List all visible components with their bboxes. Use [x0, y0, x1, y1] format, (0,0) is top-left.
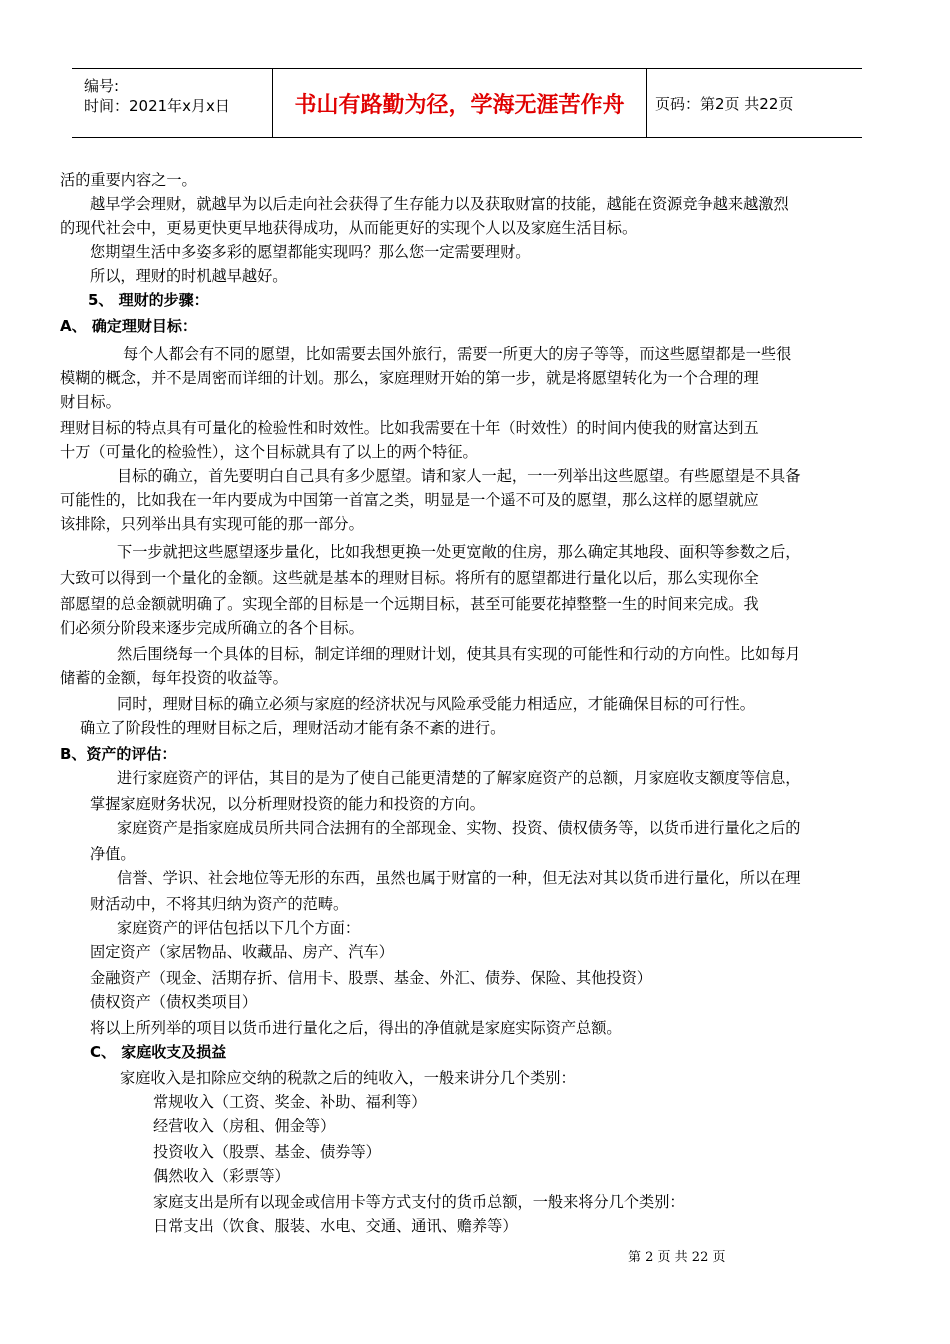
text-line: 确立了阶段性的理财目标之后，理财活动才能有条不紊的进行。 — [80, 719, 506, 737]
document-number-label: 编号: — [84, 77, 120, 95]
text-line: 该排除，只列举出具有实现可能的那一部分。 — [60, 515, 364, 533]
text-line: 模糊的概念，并不是周密而详细的计划。那么，家庭理财开始的第一步，就是将愿望转化为一个合理的理 — [60, 369, 759, 387]
text-line: 财目标。 — [60, 393, 121, 411]
text-line: 同时，理财目标的确立必须与家庭的经济状况与风险承受能力相适应，才能确保目标的可行性。 — [117, 695, 755, 713]
text-line: 理财目标的特点具有可量化的检验性和时效性。比如我需要在十年（时效性）的时间内使我的财富达到五 — [60, 419, 759, 437]
list-item: 投资收入（股票、基金、债券等） — [153, 1143, 381, 1161]
text-line: 家庭收入是扣除应交纳的税款之后的纯收入，一般来讲分几个类别： — [120, 1069, 576, 1087]
text-line: 大致可以得到一个量化的金额。这些就是基本的理财目标。将所有的愿望都进行量化以后，那么实现你全 — [60, 569, 759, 587]
text-line: 家庭支出是所有以现金或信用卡等方式支付的货币总额，一般来将分几个类别： — [153, 1193, 685, 1211]
text-line: 净值。 — [90, 845, 136, 863]
text-line: 然后围绕每一个具体的目标，制定详细的理财计划，使其具有实现的可能性和行动的方向性。比如每月 — [117, 645, 801, 663]
text-line: 们必须分阶段来逐步完成所确立的各个目标。 — [60, 619, 364, 637]
page-footer: 第 2 页 共 22 页 — [628, 1250, 726, 1265]
text-line: 活的重要内容之一。 — [60, 171, 197, 189]
text-line: 债权资产（债权类项目） — [90, 993, 258, 1011]
text-line: 目标的确立，首先要明白自己具有多少愿望。请和家人一起，一一列举出这些愿望。有些愿望是不具备 — [117, 467, 801, 485]
list-item: 偶然收入（彩票等） — [153, 1167, 290, 1185]
text-line: 家庭资产是指家庭成员所共同合法拥有的全部现金、实物、投资、债权债务等，以货币进行量化之后的 — [117, 819, 801, 837]
text-line: 十万（可量化的检验性），这个目标就具有了以上的两个特征。 — [60, 443, 478, 461]
text-line: 固定资产（家居物品、收藏品、房产、汽车） — [90, 943, 394, 961]
document-time-label: 时间：2021年x月x日 — [84, 97, 230, 115]
header-meta-cell — [72, 69, 273, 137]
text-line: 越早学会理财，就越早为以后走向社会获得了生存能力以及获取财富的技能，越能在资源竞争越来越激烈 — [90, 195, 789, 213]
text-line: 您期望生活中多姿多彩的愿望都能实现吗？那么您一定需要理财。 — [90, 243, 531, 261]
text-line: 部愿望的总金额就明确了。实现全部的目标是一个远期目标，甚至可能要花掉整整一生的时间来完成。我 — [60, 595, 759, 613]
text-line: 下一步就把这些愿望逐步量化，比如我想更换一处更宽敞的住房，那么确定其地段、面积等参数之后， — [117, 543, 801, 561]
list-item: 经营收入（房租、佣金等） — [153, 1117, 336, 1135]
section-heading: C、 家庭收支及损益 — [90, 1043, 227, 1061]
section-heading: 5、 理财的步骤： — [88, 291, 209, 309]
text-line: 家庭资产的评估包括以下几个方面： — [117, 919, 360, 937]
text-line: 金融资产（现金、活期存折、信用卡、股票、基金、外汇、债券、保险、其他投资） — [90, 969, 652, 987]
text-line: 所以，理财的时机越早越好。 — [90, 267, 288, 285]
list-item: 常规收入（工资、奖金、补助、福利等） — [153, 1093, 427, 1111]
text-line: 可能性的，比如我在一年内要成为中国第一首富之类，明显是一个遥不可及的愿望，那么这样的愿望就应 — [60, 491, 759, 509]
text-line: 每个人都会有不同的愿望，比如需要去国外旅行，需要一所更大的房子等等，而这些愿望都是一些很 — [123, 345, 792, 363]
section-heading: B、资产的评估： — [60, 745, 177, 763]
text-line: 掌握家庭财务状况，以分析理财投资的能力和投资的方向。 — [90, 795, 485, 813]
text-line: 的现代社会中，更易更快更早地获得成功，从而能更好的实现个人以及家庭生活目标。 — [60, 219, 638, 237]
text-line: 将以上所列举的项目以货币进行量化之后，得出的净值就是家庭实际资产总额。 — [90, 1019, 622, 1037]
text-line: 储蓄的金额，每年投资的收益等。 — [60, 669, 288, 687]
text-line: 财活动中，不将其归纳为资产的范畴。 — [90, 895, 349, 913]
text-line: 信誉、学识、社会地位等无形的东西，虽然也属于财富的一种，但无法对其以货币进行量化，所以在理 — [117, 869, 801, 887]
text-line: 进行家庭资产的评估，其目的是为了使自己能更清楚的了解家庭资产的总额，月家庭收支额度等信息， — [117, 769, 801, 787]
header-motto: 书山有路勤为径，学海无涯苦作舟 — [273, 69, 647, 137]
page-header — [72, 68, 862, 138]
header-page-info: 页码：第2页 共22页 — [655, 94, 794, 113]
list-item: 日常支出（饮食、服装、水电、交通、通讯、赡养等） — [153, 1217, 518, 1235]
section-heading: A、 确定理财目标： — [60, 317, 197, 335]
